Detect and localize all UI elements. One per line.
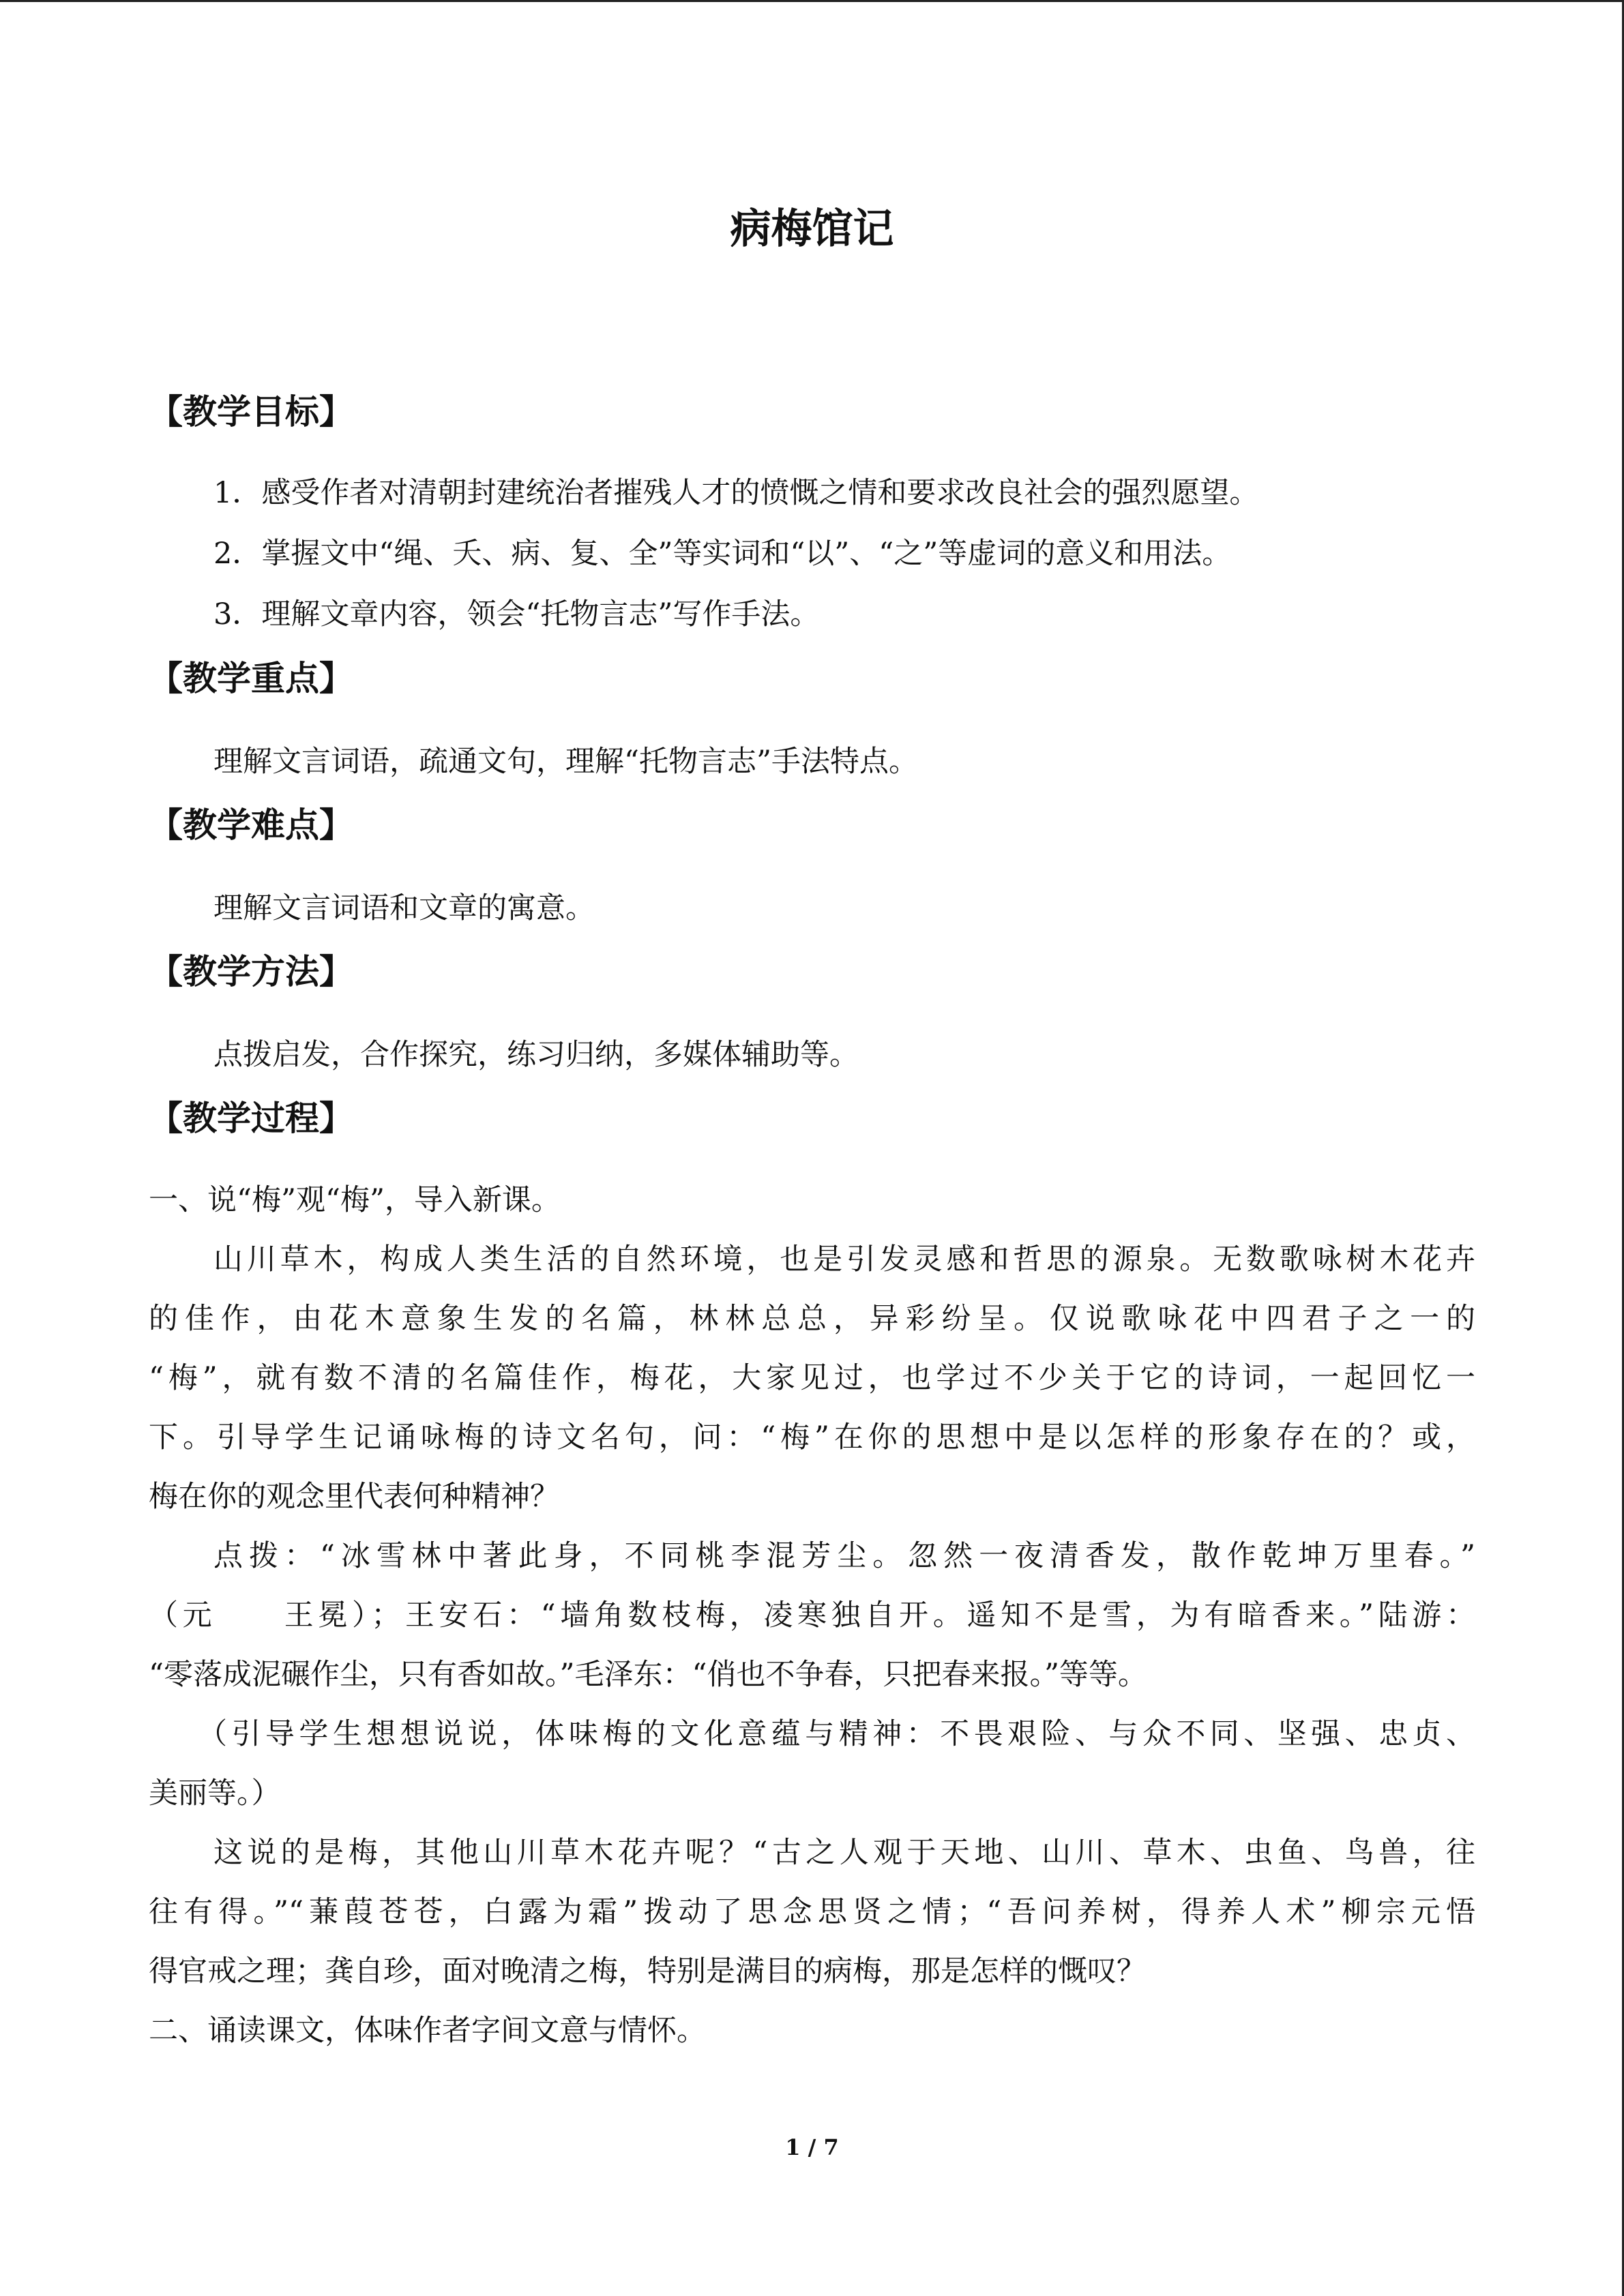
process-paragraph-line: 这说的是梅，其他山川草木花卉呢？“古之人观于天地、山川、草木、虫鱼、鸟兽，往: [213, 1836, 1475, 1870]
process-paragraph-line: “梅”，就有数不清的名篇佳作，梅花，大家见过，也学过不少关于它的诗词，一起回忆一: [149, 1361, 1475, 1395]
process-paragraph-line: （元 王冕）；王安石：“墙角数枝梅，凌寒独自开。遥知不是雪，为有暗香来。”陆游：: [149, 1598, 1475, 1632]
heading-teaching-process: 【教学过程】: [149, 1099, 353, 1138]
process-step-2-heading: 二、诵读课文，体味作者字间文意与情怀。: [149, 2014, 706, 2048]
objective-item-3: 3．理解文章内容，领会“托物言志”写作手法。: [213, 597, 820, 631]
heading-teaching-key-points: 【教学重点】: [149, 659, 353, 698]
process-step-1-heading: 一、说“梅”观“梅”，导入新课。: [149, 1183, 561, 1217]
process-paragraph-line: 点拨：“冰雪林中著此身，不同桃李混芳尘。忽然一夜清香发，散作乾坤万里春。”: [213, 1539, 1475, 1573]
key-points-text: 理解文言词语，疏通文句，理解“托物言志”手法特点。: [213, 745, 918, 779]
methods-text: 点拨启发，合作探究，练习归纳，多媒体辅助等。: [213, 1038, 859, 1072]
process-paragraph-line: 往有得。”“蒹葭苍苍，白露为霜”拨动了思念思贤之情；“吾问养树，得养人术”柳宗元悟: [149, 1895, 1475, 1929]
process-paragraph-line: 得官戒之理；龚自珍，面对晚清之梅，特别是满目的病梅，那是怎样的慨叹？: [149, 1954, 1146, 1988]
objective-item-2: 2．掌握文中“绳、夭、病、复、全”等实词和“以”、“之”等虚词的意义和用法。: [213, 537, 1232, 571]
process-paragraph-line: 的佳作，由花木意象生发的名篇，林林总总，异彩纷呈。仅说歌咏花中四君子之一的: [149, 1302, 1475, 1336]
process-paragraph-line: 梅在你的观念里代表何种精神？: [149, 1480, 559, 1514]
page-number: 1 / 7: [785, 2134, 839, 2160]
process-paragraph-line: （引导学生想想说说，体味梅的文化意蕴与精神：不畏艰险、与众不同、坚强、忠贞、: [198, 1717, 1475, 1751]
top-border-line: [0, 0, 1624, 2]
process-paragraph-line: 下。引导学生记诵咏梅的诗文名句，问：“梅”在你的思想中是以怎样的形象存在的？或，: [149, 1420, 1475, 1455]
heading-teaching-methods: 【教学方法】: [149, 952, 353, 992]
document-title: 病梅馆记: [730, 205, 894, 253]
heading-teaching-difficulties: 【教学难点】: [149, 805, 353, 845]
process-paragraph-line: 山川草木，构成人类生活的自然环境，也是引发灵感和哲思的源泉。无数歌咏树木花卉: [213, 1242, 1475, 1277]
process-paragraph-line: “零落成泥碾作尘，只有香如故。”毛泽东：“俏也不争春，只把春来报。”等等。: [149, 1658, 1147, 1692]
difficulties-text: 理解文言词语和文章的寓意。: [213, 891, 595, 925]
objective-item-1: 1．感受作者对清朝封建统治者摧残人才的愤慨之情和要求改良社会的强烈愿望。: [213, 476, 1259, 510]
process-paragraph-line: 美丽等。）: [149, 1776, 281, 1810]
heading-teaching-objectives: 【教学目标】: [149, 392, 353, 432]
